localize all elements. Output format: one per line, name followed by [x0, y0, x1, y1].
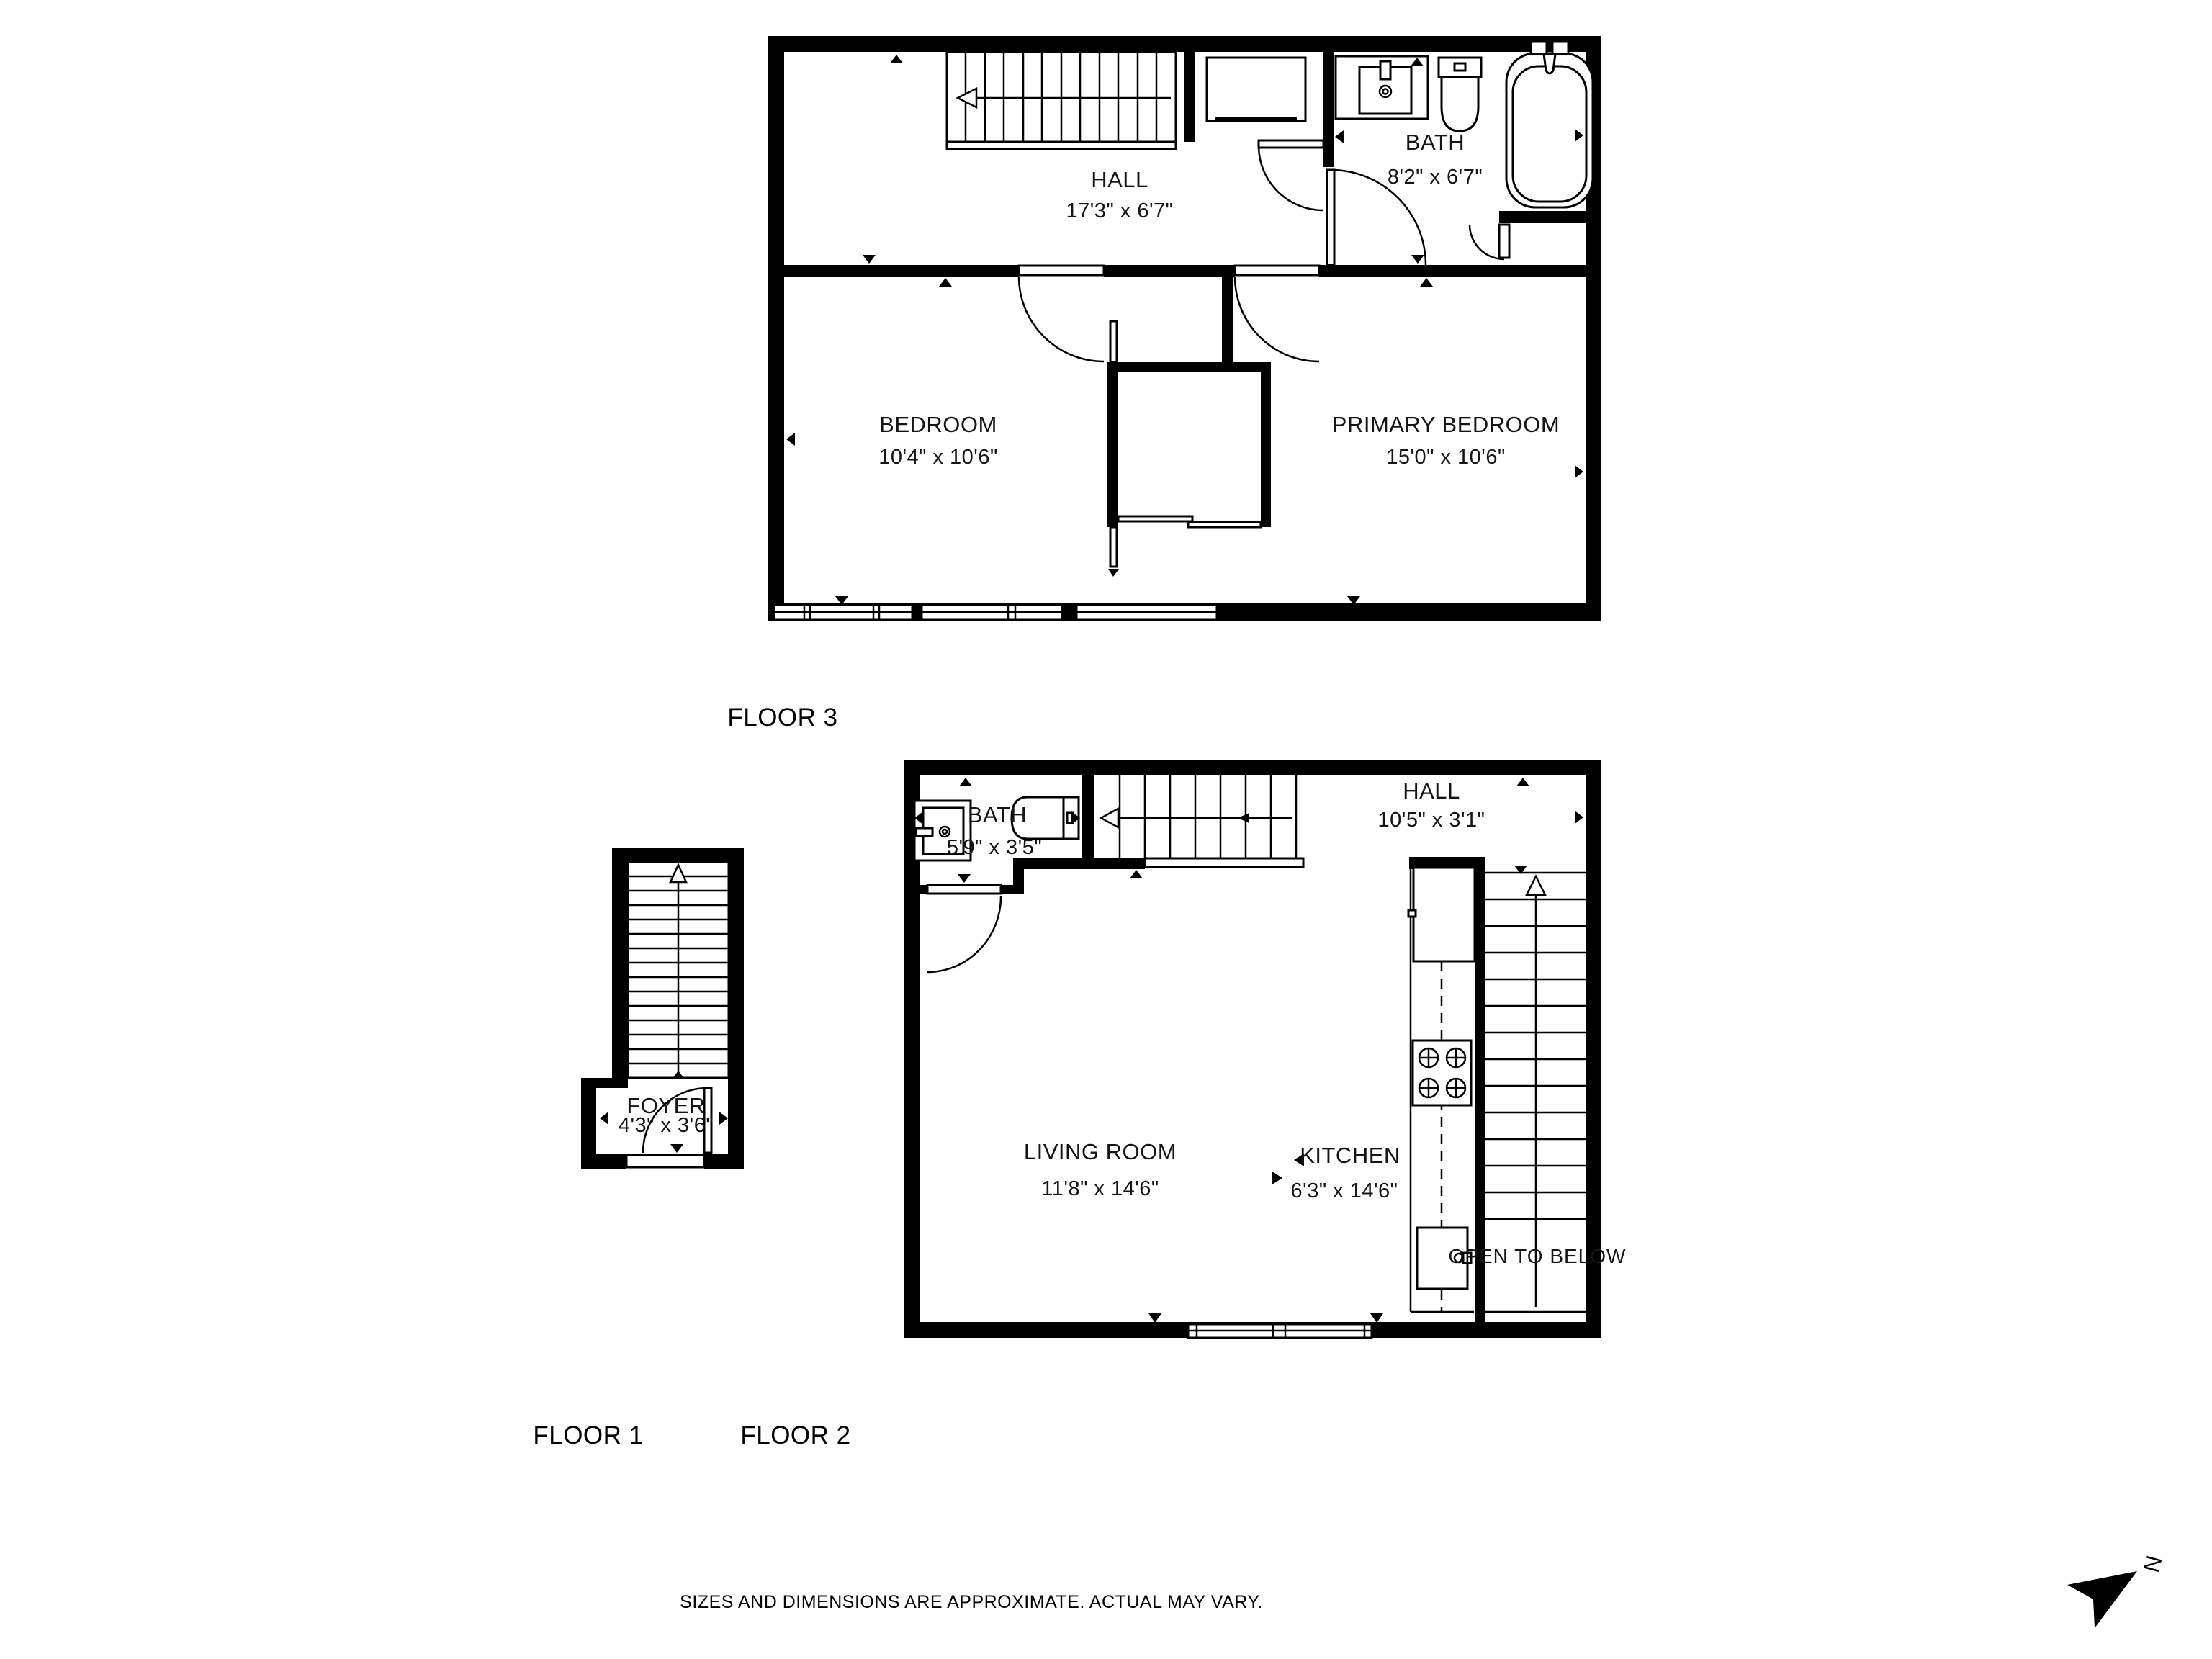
floor3-bedroom-dims: 10'4" x 10'6" — [878, 446, 998, 469]
compass — [2067, 1553, 2167, 1628]
floor2-kitchen-name: KITCHEN — [1300, 1143, 1401, 1168]
floor1-plan — [581, 848, 744, 1169]
floor3-hall-name: HALL — [1091, 167, 1148, 192]
floor2-living-name: LIVING ROOM — [1023, 1139, 1177, 1164]
floor2-hall-name: HALL — [1403, 778, 1460, 804]
floor2-plan — [904, 760, 1626, 1338]
floor3-linen-closet-door — [1470, 225, 1509, 259]
floor2-bath-name: BATH — [967, 802, 1028, 827]
disclaimer-text: SIZES AND DIMENSIONS ARE APPROXIMATE. ACTUAL MAY VARY. — [680, 1592, 1263, 1612]
floor3-bedroom-name: BEDROOM — [879, 412, 997, 437]
floor1-foyer-dims: 4'3" x 3'6" — [618, 1114, 714, 1137]
shaft-door-arc — [1259, 145, 1323, 210]
floor3-staircase — [947, 52, 1176, 149]
floor2-left-staircase — [1101, 775, 1303, 867]
floor2-fridge — [1408, 868, 1475, 961]
floor3-shaft — [1207, 58, 1323, 210]
floor3-primary-dims: 15'0" x 10'6" — [1386, 446, 1506, 469]
floor3-bathtub — [1506, 42, 1593, 207]
floor2-label: FLOOR 2 — [740, 1421, 851, 1449]
floor2-bath-dims: 5'9" x 3'5" — [946, 836, 1043, 859]
floor3-hall-dims: 17'3" x 6'7" — [1066, 199, 1174, 222]
floor3-toilet — [1439, 58, 1481, 131]
floor3-plan — [768, 36, 1601, 621]
floor2-kitchen-dims: 6'3" x 14'6" — [1290, 1179, 1398, 1202]
floor3-windows — [774, 605, 1217, 619]
floor1-foyer-name: FOYER — [626, 1093, 706, 1118]
floor1-staircase — [628, 862, 729, 1079]
floor1-label: FLOOR 1 — [533, 1421, 644, 1449]
floor3-primary-name: PRIMARY BEDROOM — [1331, 412, 1560, 437]
floor2-bath-door — [927, 885, 1001, 972]
floor3-closet-sliders — [1108, 321, 1261, 577]
floor2-living-dims: 11'8" x 14'6" — [1041, 1177, 1159, 1200]
floor3-bedroom-door — [1019, 266, 1104, 361]
north-arrow-icon — [2067, 1571, 2137, 1628]
floor3-primary-door — [1235, 266, 1319, 361]
stair-up-arrow — [1527, 876, 1545, 895]
floor3-walls — [768, 36, 1601, 621]
tub-faucet-icon — [1544, 54, 1555, 73]
floor3-bath-name: BATH — [1405, 130, 1465, 155]
floor3-bath-dims: 8'2" x 6'7" — [1387, 166, 1483, 189]
floor2-window — [1188, 1324, 1372, 1338]
floor2-hall-dims: 10'5" x 3'1" — [1377, 809, 1485, 832]
floor2-open-to-below-label: OPEN TO BELOW — [1448, 1245, 1627, 1267]
floor3-label: FLOOR 3 — [727, 703, 838, 732]
north-label: N — [2138, 1552, 2167, 1575]
floor2-stove — [1413, 1040, 1471, 1105]
